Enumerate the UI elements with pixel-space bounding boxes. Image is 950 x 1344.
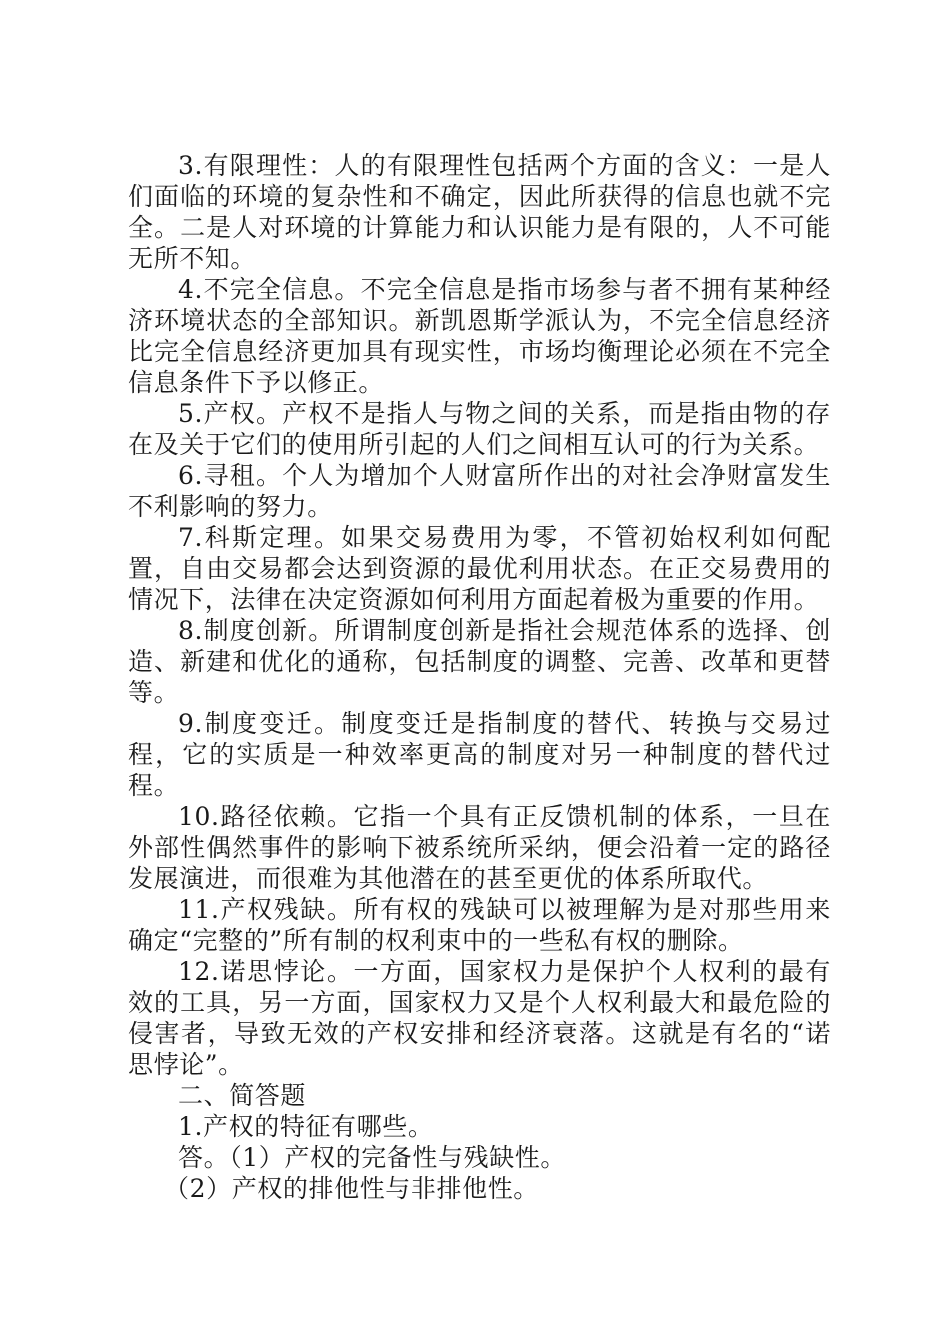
definition-incomplete-information: 4.不完全信息。不完全信息是指市场参与者不拥有某种经济环境状态的全部知识。新凯恩斯学派认为，不完全信息经济比完全信息经济更加具有现实性，市场均衡理论必须在不完全信息条件下予以修正。	[128, 275, 831, 397]
question-1: 1.产权的特征有哪些。	[178, 1112, 434, 1141]
definition-coase-theorem: 7.科斯定理。如果交易费用为零，不管初始权利如何配置，自由交易都会达到资源的最优利用状态。在正交易费用的情况下，法律在决定资源如何利用方面起着极为重要的作用。	[128, 523, 831, 614]
definition-institutional-innovation: 8.制度创新。所谓制度创新是指社会规范体系的选择、创造、新建和优化的通称，包括制度的调整、完善、改革和更替等。	[128, 616, 831, 707]
definition-rent-seeking: 6.寻租。个人为增加个人财富所作出的对社会净财富发生不利影响的努力。	[128, 461, 831, 521]
document-body	[128, 150, 831, 1204]
definition-property-rights: 5.产权。产权不是指人与物之间的关系，而是指由物的存在及关于它们的使用所引起的人们之间相互认可的行为关系。	[128, 399, 831, 459]
definition-bounded-rationality: 3.有限理性：人的有限理性包括两个方面的含义：一是人们面临的环境的复杂性和不确定，因此所获得的信息也就不完全。二是人对环境的计算能力和认识能力是有限的，人不可能无所不知。	[128, 151, 831, 273]
answer-1-point-2: （2）产权的排他性与非排他性。	[164, 1174, 539, 1203]
definition-institutional-change: 9.制度变迁。制度变迁是指制度的替代、转换与交易过程，它的实质是一种效率更高的制度对另一种制度的替代过程。	[128, 709, 831, 800]
definition-path-dependence: 10.路径依赖。它指一个具有正反馈机制的体系，一旦在外部性偶然事件的影响下被系统所采纳，便会沿着一定的路径发展演进，而很难为其他潜在的甚至更优的体系所取代。	[128, 802, 831, 893]
definition-north-paradox: 12.诺思悖论。一方面，国家权力是保护个人权利的最有效的工具，另一方面，国家权力又是个人权利最大和最危险的侵害者，导致无效的产权安排和经济衰落。这就是有名的“诺思悖论”。	[128, 957, 831, 1079]
section-heading-short-answer: 二、简答题	[178, 1081, 307, 1110]
definition-attenuated-property-rights: 11.产权残缺。所有权的残缺可以被理解为是对那些用来确定“完整的”所有制的权利束中的一些私有权的删除。	[128, 895, 831, 955]
answer-1-point-1: 答。（1）产权的完备性与残缺性。	[178, 1143, 567, 1172]
